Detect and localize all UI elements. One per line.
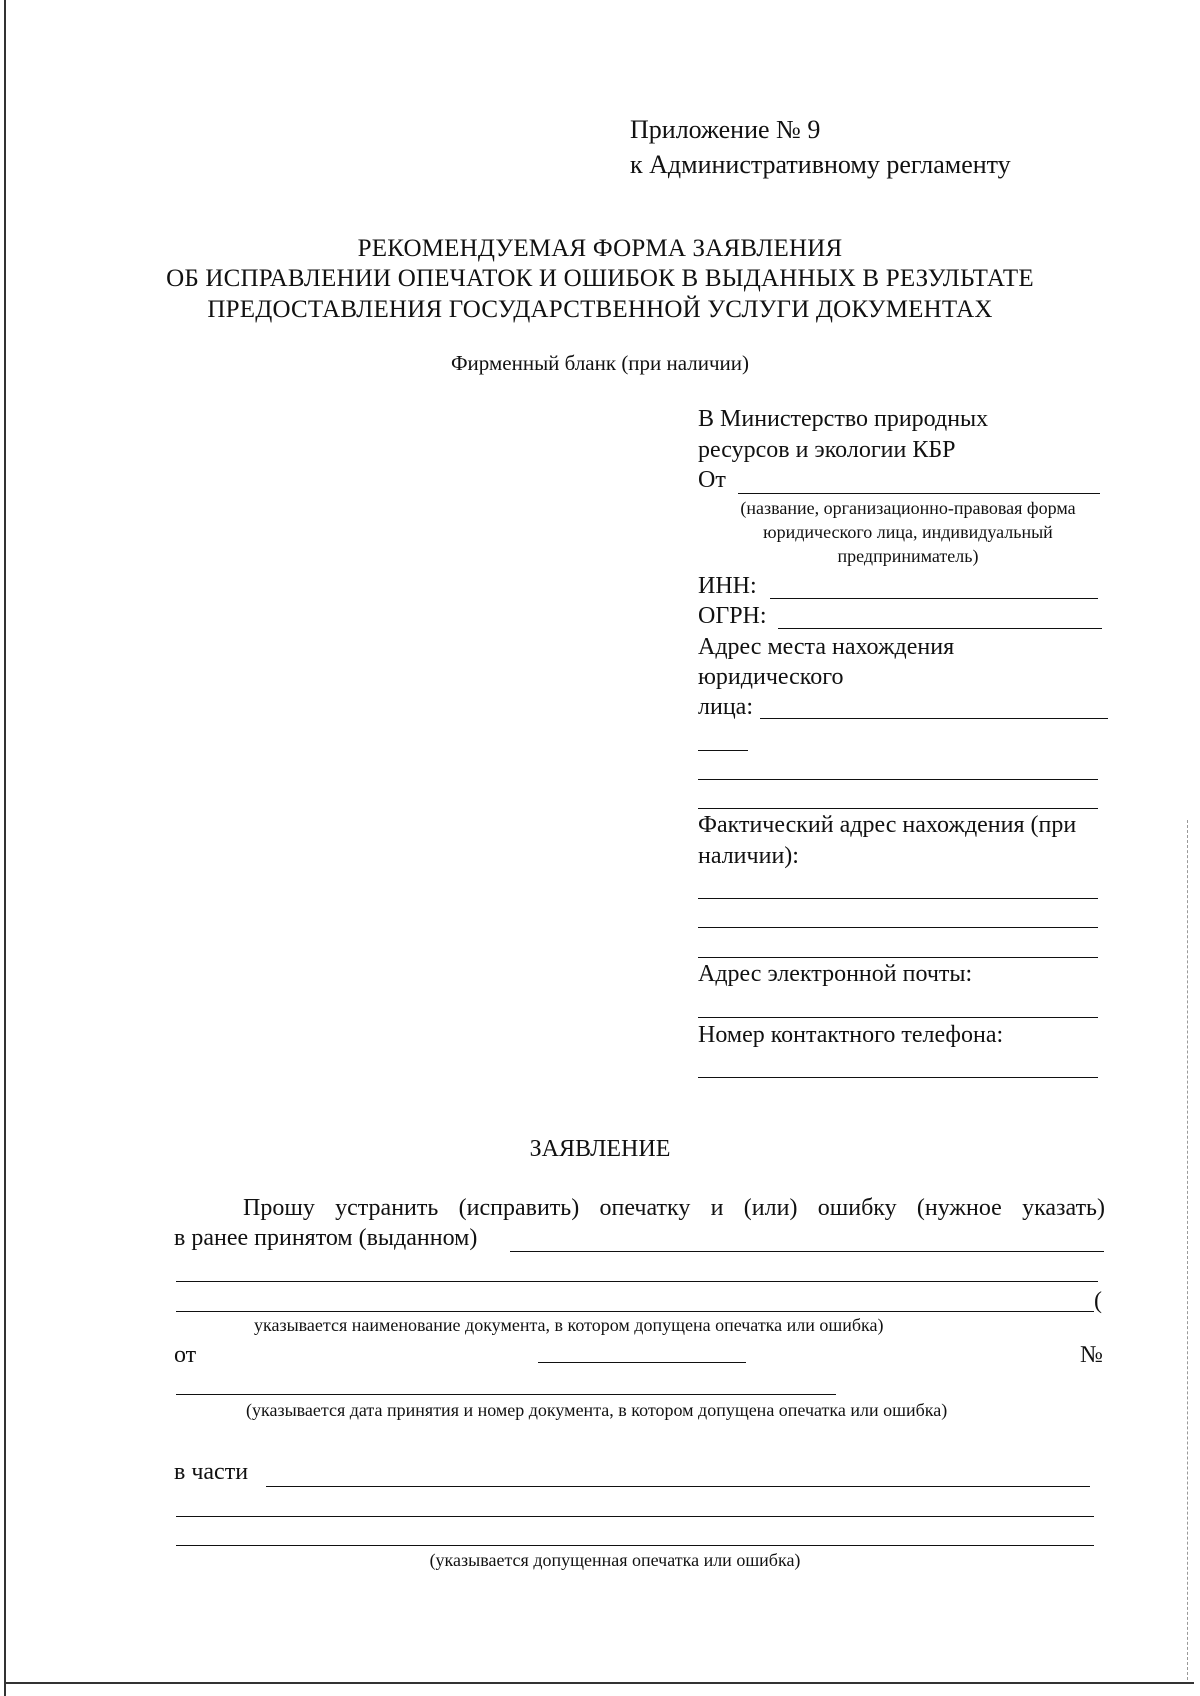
address-field-line-2[interactable] xyxy=(698,750,748,751)
actual-address-label-2: наличии): xyxy=(698,843,799,869)
date-from-label: от xyxy=(174,1342,197,1368)
from-note-1: (название, организационно-правовая форма xyxy=(740,498,1076,518)
inn-label: ИНН: xyxy=(698,573,757,599)
document-name-line-2[interactable] xyxy=(176,1281,1098,1282)
appendix-number: Приложение № 9 xyxy=(630,115,821,144)
recipient-line-2: ресурсов и экологии КБР xyxy=(698,437,956,463)
address-field-line-1[interactable] xyxy=(760,718,1108,719)
number-label: № xyxy=(1080,1342,1103,1368)
address-field-line-3[interactable] xyxy=(698,779,1098,780)
statement-paragraph-line-2: в ранее принятом (выданном) xyxy=(174,1225,478,1251)
email-field-line[interactable] xyxy=(698,1017,1098,1018)
error-field-line-2[interactable] xyxy=(176,1516,1094,1517)
inn-field-line[interactable] xyxy=(770,598,1098,599)
statement-paragraph-line-1: Прошу устранить (исправить) опечатку и (или) ошибку (нужное указать) xyxy=(243,1195,1105,1221)
document-name-note: указывается наименование документа, в котором допущена опечатка или ошибка) xyxy=(254,1315,884,1335)
part-label: в части xyxy=(174,1459,249,1485)
document-name-line-1[interactable] xyxy=(510,1251,1104,1252)
actual-address-line-1[interactable] xyxy=(698,898,1098,899)
form-title-line-3: ПРЕДОСТАВЛЕНИЯ ГОСУДАРСТВЕННОЙ УСЛУГИ ДОКУМЕНТАХ xyxy=(207,296,993,323)
date-number-note: (указывается дата принятия и номер документа, в котором допущена опечатка или ошибка) xyxy=(246,1400,948,1420)
actual-address-line-2[interactable] xyxy=(698,927,1098,928)
statement-heading: ЗАЯВЛЕНИЕ xyxy=(529,1136,671,1162)
actual-address-label-1: Фактический адрес нахождения (при xyxy=(698,812,1077,838)
form-title-line-2: ОБ ИСПРАВЛЕНИИ ОПЕЧАТОК И ОШИБОК В ВЫДАННЫХ В РЕЗУЛЬТАТЕ xyxy=(166,265,1034,292)
paren-open: ( xyxy=(1094,1288,1102,1314)
appendix-reference: к Административному регламенту xyxy=(630,150,1011,179)
error-field-line-1[interactable] xyxy=(266,1486,1090,1487)
from-note-2: юридического лица, индивидуальный xyxy=(763,522,1053,542)
email-label: Адрес электронной почты: xyxy=(698,961,973,987)
address-label-2: юридического xyxy=(698,664,844,690)
ogrn-label: ОГРН: xyxy=(698,603,767,629)
from-field-line[interactable] xyxy=(738,493,1100,494)
error-note: (указывается допущенная опечатка или ошибка) xyxy=(429,1550,801,1570)
letterhead-note: Фирменный бланк (при наличии) xyxy=(450,351,750,375)
phone-field-line[interactable] xyxy=(698,1077,1098,1078)
ogrn-field-line[interactable] xyxy=(778,628,1102,629)
number-field-line[interactable] xyxy=(176,1394,836,1395)
address-label-3: лица: xyxy=(698,694,753,720)
from-label: От xyxy=(698,467,726,493)
from-note-3: предприниматель) xyxy=(837,546,979,566)
scan-edge-bottom xyxy=(4,1682,1194,1684)
phone-label: Номер контактного телефона: xyxy=(698,1022,1004,1048)
actual-address-line-3[interactable] xyxy=(698,957,1098,958)
error-field-line-3[interactable] xyxy=(176,1545,1094,1546)
address-field-line-4[interactable] xyxy=(698,808,1098,809)
form-title-line-1: РЕКОМЕНДУЕМАЯ ФОРМА ЗАЯВЛЕНИЯ xyxy=(357,235,843,262)
address-label-1: Адрес места нахождения xyxy=(698,634,955,660)
recipient-line-1: В Министерство природных xyxy=(698,406,989,432)
document-name-line-3[interactable] xyxy=(176,1311,1094,1312)
date-field-line[interactable] xyxy=(538,1362,746,1363)
